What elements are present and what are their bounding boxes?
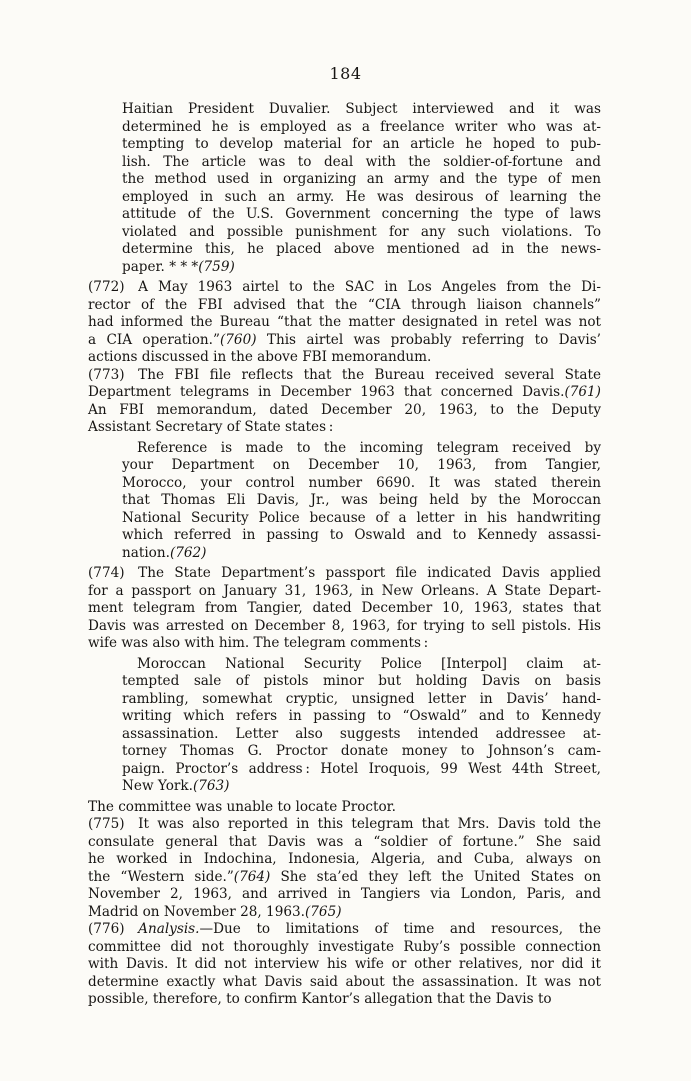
text-line: determine exactly what Davis said about the assassination. It was not <box>88 973 601 990</box>
text-line: committee did not thoroughly investigate Ruby’s possible connection <box>88 938 601 955</box>
text-line: National Security Police because of a letter in his handwriting <box>122 509 601 526</box>
page-body <box>88 98 601 1009</box>
text-line: Department telegrams in December 1963 that concerned Davis.(761) <box>88 384 601 400</box>
text-line: lish. The article was to deal with the soldier-of-fortune and <box>122 153 601 170</box>
text-line: assassination. Letter also suggests intended addressee at- <box>122 725 601 742</box>
text-line: ment telegram from Tangier, dated December 10, 1963, states that <box>88 600 601 616</box>
text-line: with Davis. It did not interview his wife or other relatives, nor did it <box>88 956 601 972</box>
text-line: tempted sale of pistols minor but holding Davis on basis <box>122 673 601 689</box>
italic-text: (765) <box>304 903 342 920</box>
text-line: writing which refers in passing to “Oswald” and to Kennedy <box>122 708 601 724</box>
paragraph <box>88 921 601 1009</box>
italic-text: (760) <box>219 331 257 348</box>
text-line: the “Western side.”(764) She sta’ed they left the United States on <box>88 868 601 885</box>
text-line: Morocco, your control number 6690. It was stated therein <box>122 474 601 491</box>
text-line: (774) The State Department’s passport file indicated Davis applied <box>88 565 601 581</box>
italic-text: (763) <box>192 778 230 794</box>
text-line: consulate general that Davis was a “soldier of fortune.” She said <box>88 833 601 850</box>
italic-text: (764) <box>233 868 271 885</box>
text-line: paper. * * *(759) <box>122 258 235 275</box>
text-line: a CIA operation.”(760) This airtel was probably referring to Davis’ <box>88 331 602 348</box>
text-line: Haitian President Duvalier. Subject interviewed and it was <box>122 101 601 117</box>
text-line: employed in such an army. He was desirous of learning the <box>122 188 601 205</box>
text-line: the method used in organizing an army and the type of men <box>122 171 601 187</box>
text-line: he worked in Indochina, Indonesia, Algeria, and Cuba, always on <box>88 851 601 867</box>
text-line: (775) It was also reported in this telegram that Mrs. Davis told the <box>88 816 601 832</box>
paragraph <box>88 367 601 437</box>
text-line: (772) A May 1963 airtel to the SAC in Los Angeles from the Di- <box>88 279 601 295</box>
text-line: for a passport on January 31, 1963, in New Orleans. A State Depart- <box>88 582 601 599</box>
text-line: The committee was unable to locate Proctor. <box>88 798 396 815</box>
italic-text: (762) <box>169 544 207 561</box>
text-line: determine this, he placed above mentioned ad in the news- <box>122 241 601 257</box>
text-line: tempting to develop material for an article he hoped to pub- <box>122 136 601 152</box>
text-line: Davis was arrested on December 8, 1963, for trying to sell pistols. His <box>88 617 601 634</box>
text-line: attitude of the U.S. Government concerning the type of laws <box>122 206 601 222</box>
text-line: that Thomas Eli Davis, Jr., was being held by the Moroccan <box>122 492 601 508</box>
text-line: An FBI memorandum, dated December 20, 1963, to the Deputy <box>88 401 601 418</box>
text-line: Moroccan National Security Police [Interpol] claim at- <box>137 655 601 672</box>
text-line: November 2, 1963, and arrived in Tangiers via London, Paris, and <box>88 886 601 902</box>
text-line: determined he is employed as a freelance writer who was at- <box>122 118 601 135</box>
text-line: actions discussed in the above FBI memorandum. <box>88 349 432 365</box>
text-line: rector of the FBI advised that the “CIA through liaison channels” <box>88 296 601 313</box>
page-number: 184 <box>329 64 362 83</box>
text-line: possible, therefore, to confirm Kantor’s allegation that the Davis to <box>88 991 552 1007</box>
text-line: which referred in passing to Oswald and to Kennedy assassi- <box>122 527 601 543</box>
block-quote <box>122 101 601 276</box>
text-line: Assistant Secretary of State states : <box>88 419 334 435</box>
paragraph <box>88 279 601 367</box>
text-line: wife was also with him. The telegram comments : <box>88 635 429 651</box>
text-line: paign. Proctor’s address : Hotel Iroquois, 99 West 44th Street, <box>122 760 601 777</box>
text-line: (773) The FBI file reflects that the Bureau received several State <box>88 366 601 383</box>
text-line: your Department on December 10, 1963, from Tangier, <box>122 457 601 473</box>
italic-text: (759) <box>198 258 235 275</box>
italic-text: Analysis. <box>138 921 200 937</box>
text-line: New York.(763) <box>122 778 230 794</box>
paragraph <box>88 565 601 653</box>
paragraph <box>88 799 601 817</box>
block-quote <box>122 656 601 796</box>
text-line: rambling, somewhat cryptic, unsigned letter in Davis’ hand- <box>122 690 601 707</box>
text-line: torney Thomas G. Proctor donate money to Johnson’s cam- <box>122 743 601 759</box>
text-line: nation.(762) <box>122 544 207 561</box>
text-line: had informed the Bureau “that the matter designated in retel was not <box>88 314 601 330</box>
text-line: violated and possible punishment for any such violations. To <box>122 223 601 240</box>
text-line: Reference is made to the incoming telegram received by <box>137 439 601 456</box>
block-quote <box>122 440 601 563</box>
paragraph <box>88 816 601 921</box>
text-line: (776) Analysis.—Due to limitations of time and resources, the <box>88 921 601 937</box>
italic-text: (761) <box>564 384 601 400</box>
text-line: Madrid on November 28, 1963.(765) <box>88 903 342 920</box>
